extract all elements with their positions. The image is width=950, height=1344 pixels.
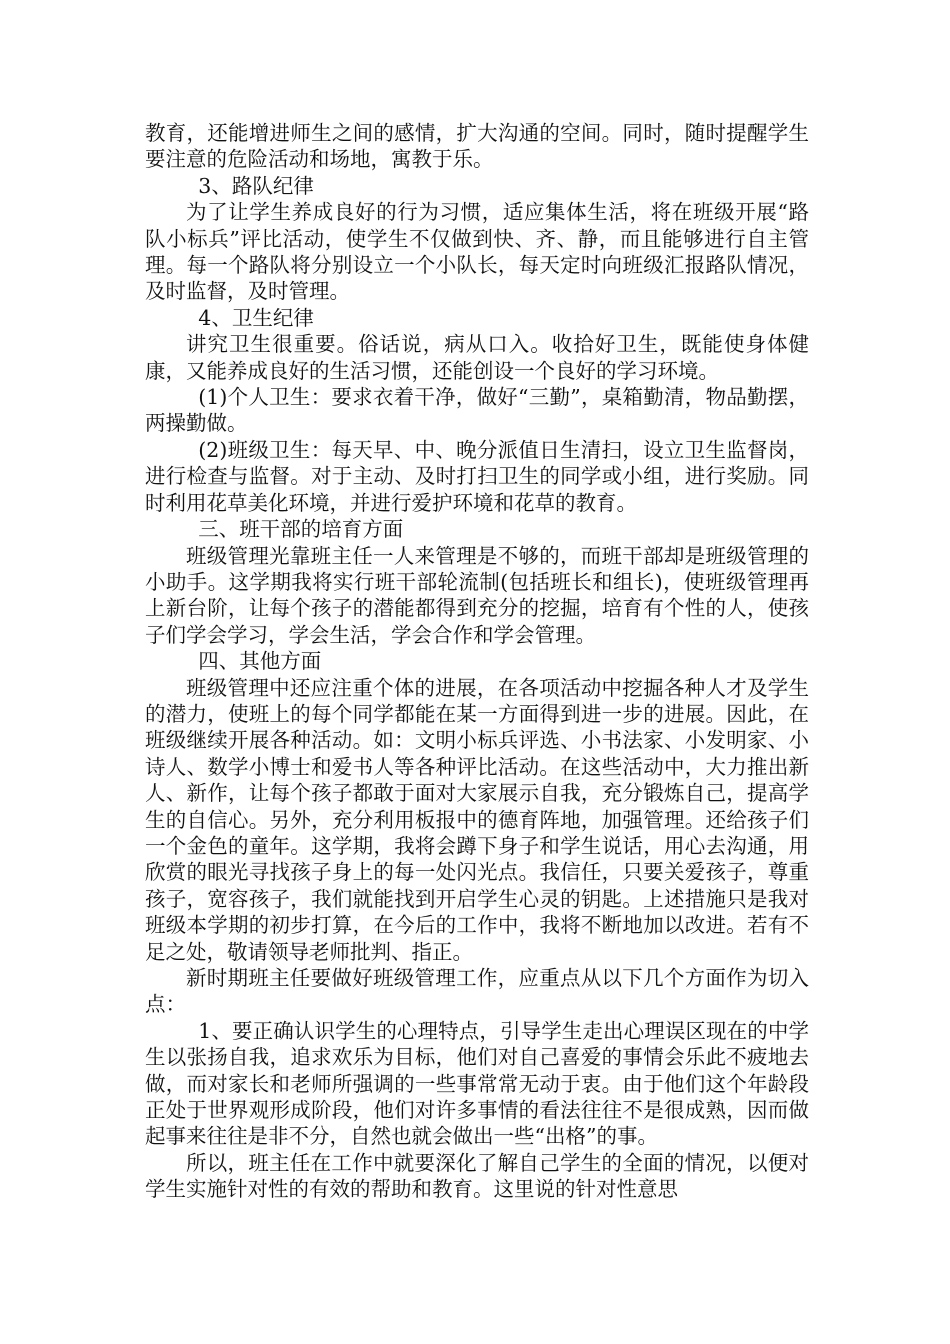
paragraph-class-cadre: 班级管理光靠班主任一人来管理是不够的，而班干部却是班级管理的小助手。这学期我将实行班干部轮流制(包括班长和组长)，使班级管理再上新台阶，让每个孩子的潜能都得到充分的挖掘，培育有个性的人，使孩子们学会学习，学会生活，学会合作和学会管理。 bbox=[145, 543, 809, 647]
paragraph-class-hygiene: (2)班级卫生：每天早、中、晚分派值日生清扫，设立卫生监督岗，进行检查与监督。对于主动、及时打扫卫生的同学或小组，进行奖励。同时利用花草美化环境，并进行爱护环境和花草的教育。 bbox=[145, 437, 809, 515]
paragraph-continuation: 教育，还能增进师生之间的感情，扩大沟通的空间。同时，随时提醒学生要注意的危险活动和场地，寓教于乐。 bbox=[145, 121, 809, 172]
heading-class-cadre: 三、班干部的培育方面 bbox=[198, 517, 404, 542]
paragraph-route-discipline: 为了让学生养成良好的行为习惯，适应集体生活，将在班级开展“路队小标兵”评比活动，使学生不仅做到快、齐、静，而且能够进行自主管理。每一个路队将分别设立一个小队长，每天定时向班级汇报路队情况，及时监督，及时管理。 bbox=[145, 200, 809, 304]
paragraph-new-era: 新时期班主任要做好班级管理工作，应重点从以下几个方面作为切入点： bbox=[145, 966, 809, 1017]
paragraph-therefore: 所以，班主任在工作中就要深化了解自己学生的全面的情况，以便对学生实施针对性的有效的帮助和教育。这里说的针对性意思 bbox=[145, 1150, 809, 1202]
heading-hygiene-discipline: 4、卫生纪律 bbox=[198, 305, 314, 330]
paragraph-other-aspects: 班级管理中还应注重个体的进展，在各项活动中挖掘各种人才及学生的潜力，使班上的每个同学都能在某一方面得到进一步的进展。因此，在班级继续开展各种活动。如：文明小标兵评选、小书法家、小发明家、小诗人、数学小博士和爱书人等各种评比活动。在这些活动中，大力推出新人、新作，让每个孩子都敢于面对大家展示自我，充分锻炼自己，提高学生的自信心。另外，充分利用板报中的德育阵地，加强管理。还给孩子们一个金色的童年。这学期，我将会蹲下身子和学生说话，用心去沟通，用欣赏的眼光寻找孩子身上的每一处闪光点。我信任，只要关爱孩子，尊重孩子，宽容孩子，我们就能找到开启学生心灵的钥匙。上述措施只是我对班级本学期的初步打算，在今后的工作中，我将不断地加以改进。若有不足之处，敬请领导老师批判、指正。 bbox=[145, 675, 809, 964]
heading-other-aspects: 四、其他方面 bbox=[198, 649, 322, 674]
heading-route-discipline: 3、路队纪律 bbox=[198, 173, 314, 198]
document-page bbox=[145, 120, 809, 1203]
paragraph-personal-hygiene: (1)个人卫生：要求衣着干净，做好“三勤”，桌箱勤清，物品勤摆，两操勤做。 bbox=[145, 385, 809, 436]
paragraph-hygiene: 讲究卫生很重要。俗话说，病从口入。收拾好卫生，既能使身体健康，又能养成良好的生活习惯，还能创设一个良好的学习环境。 bbox=[145, 332, 809, 383]
paragraph-point-one: 1、要正确认识学生的心理特点，引导学生走出心理误区现在的中学生以张扬自我，追求欢乐为目标，他们对自己喜爱的事情会乐此不疲地去做，而对家长和老师所强调的一些事常常无动于衷。由于他们这个年龄段正处于世界观形成阶段，他们对许多事情的看法往往不是很成熟，因而做起事来往往是非不分，自然也就会做出一些“出格”的事。 bbox=[145, 1018, 809, 1149]
